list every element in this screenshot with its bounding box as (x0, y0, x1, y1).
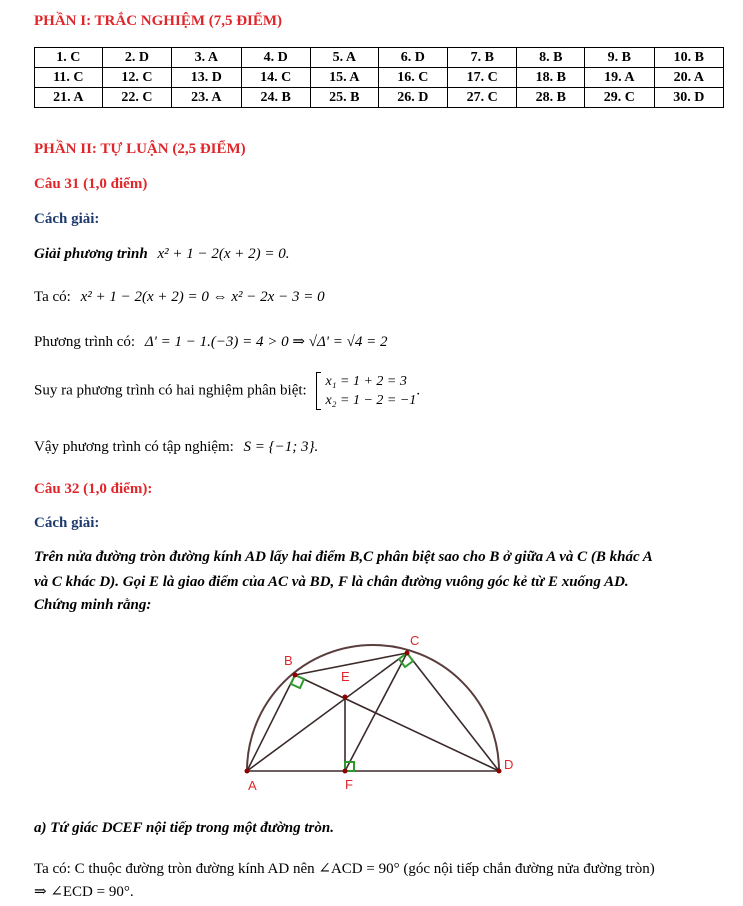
root-2: x₂ = 1 − 2 = −1 (325, 393, 417, 408)
point-c (405, 651, 410, 656)
answer-cell: 7. B (448, 48, 517, 68)
answer-cell: 4. D (241, 48, 310, 68)
part2-title: PHẦN II: TỰ LUẬN (2,5 ĐIỂM) (34, 141, 246, 157)
answer-cell: 17. C (448, 68, 517, 88)
segment-ac (247, 653, 407, 771)
answer-cell: 15. A (310, 68, 378, 88)
answer-cell: 14. C (241, 68, 310, 88)
q31-line3-label: Suy ra phương trình có hai nghiệm phân biệt: (34, 382, 307, 399)
q31-method: Cách giải: (34, 211, 100, 227)
answer-cell: 19. A (585, 68, 654, 88)
segment-bc (295, 653, 407, 675)
q31-line1-eq: x² + 1 − 2(x + 2) = 0 ⇔ x² − 2x − 3 = 0 (80, 289, 325, 305)
q32-method: Cách giải: (34, 515, 100, 531)
segment-fc (345, 653, 407, 771)
answer-cell: 8. B (517, 48, 585, 68)
q31-task-eq: x² + 1 − 2(x + 2) = 0. (157, 246, 290, 262)
q31-title: Câu 31 (1,0 điểm) (34, 176, 148, 192)
part1-title: PHẦN I: TRẮC NGHIỆM (7,5 ĐIỂM) (34, 13, 283, 29)
answer-cell: 16. C (378, 68, 447, 88)
answer-cell: 12. C (102, 68, 171, 88)
answer-cell: 3. A (172, 48, 241, 68)
answer-cell: 20. A (654, 68, 723, 88)
q32-proof-2: ⇒ ∠ECD = 90°. (34, 884, 134, 900)
q31-line2-eq: Δ' = 1 − 1.(−3) = 4 > 0 ⇒ √Δ' = √4 = 2 (144, 334, 388, 350)
q32-statement-1: Trên nửa đường tròn đường kính AD lấy hai điểm B,C phân biệt sao cho B ở giữa A và C (B khác A (34, 549, 653, 565)
q31-line2-label: Phương trình có: (34, 334, 136, 350)
q31-line3: Suy ra phương trình có hai nghiệm phân biệt: x₁ = 1 + 2 = 3 x₂ = 1 − 2 = −1. (34, 374, 421, 408)
q32-proof-1: Ta có: C thuộc đường tròn đường kính AD nên ∠ACD = 90° (góc nội tiếp chắn đường nửa đường tròn) (34, 861, 655, 877)
answer-cell: 11. C (35, 68, 103, 88)
answer-cell: 13. D (172, 68, 241, 88)
q32-title: Câu 32 (1,0 điểm): (34, 481, 153, 497)
q32-part-a: a) Tứ giác DCEF nội tiếp trong một đường tròn. (34, 820, 334, 836)
answer-cell: 30. D (654, 88, 723, 108)
answer-cell: 25. B (310, 88, 378, 108)
answer-cell: 27. C (448, 88, 517, 108)
label-b: B (284, 653, 293, 668)
label-f: F (345, 777, 353, 792)
q31-line4-label: Vậy phương trình có tập nghiệm: (34, 439, 234, 455)
answer-cell: 24. B (241, 88, 310, 108)
q32-statement-3: Chứng minh rằng: (34, 597, 152, 613)
right-angle-b (291, 675, 304, 688)
point-e (343, 695, 348, 700)
answer-cell: 22. C (102, 88, 171, 108)
answer-cell: 21. A (35, 88, 103, 108)
answer-cell: 2. D (102, 48, 171, 68)
answer-cell: 1. C (35, 48, 103, 68)
answer-cell: 29. C (585, 88, 654, 108)
point-b (293, 673, 298, 678)
answer-cell: 9. B (585, 48, 654, 68)
q31-line1-label: Ta có: (34, 289, 71, 305)
answer-cell: 23. A (172, 88, 241, 108)
q32-statement-2: và C khác D). Gọi E là giao điểm của AC và BD, F là chân đường vuông góc kẻ từ E xuống AD. (34, 574, 629, 590)
answer-cell: 18. B (517, 68, 585, 88)
point-f (343, 769, 348, 774)
answer-cell: 10. B (654, 48, 723, 68)
label-d: D (504, 757, 514, 772)
root-1: x₁ = 1 + 2 = 3 (325, 374, 407, 389)
point-d (497, 769, 502, 774)
q31-task-label: Giải phương trình (34, 246, 148, 262)
label-a: A (248, 778, 257, 793)
q31-line4-eq: S = {−1; 3}. (243, 439, 319, 455)
answer-cell: 6. D (378, 48, 447, 68)
segment-ab (247, 675, 295, 771)
answer-cell: 26. D (378, 88, 447, 108)
label-e: E (341, 669, 350, 684)
label-c: C (410, 633, 420, 648)
answer-cell: 28. B (517, 88, 585, 108)
answer-cell: 5. A (310, 48, 378, 68)
point-a (245, 769, 250, 774)
